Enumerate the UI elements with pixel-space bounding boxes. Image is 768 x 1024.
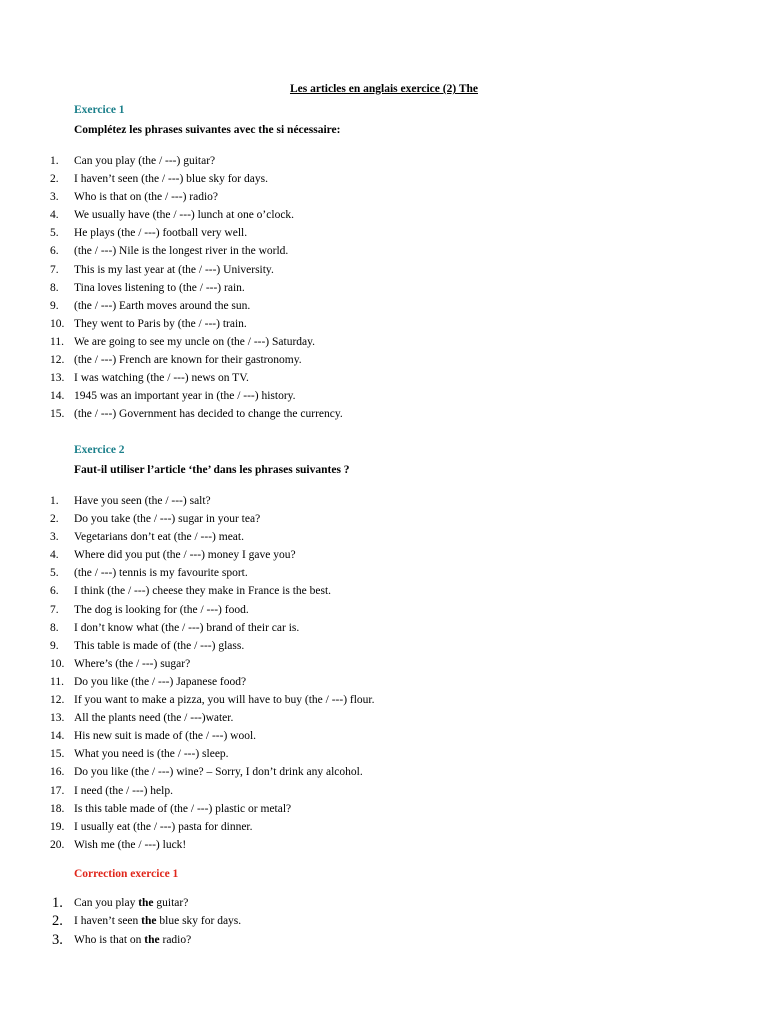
- exercise-1-instruction: Complétez les phrases suivantes avec the si nécessaire:: [74, 124, 341, 136]
- item-text: [74, 931, 191, 949]
- item-text: All the plants need (the / ---)water.: [74, 712, 234, 725]
- item-number: 3.: [50, 191, 59, 204]
- item-number: 14.: [50, 730, 65, 743]
- item-number: 14.: [50, 390, 65, 403]
- item-text: Is this table made of (the / ---) plastic or metal?: [74, 802, 292, 815]
- item-number: 12.: [50, 694, 65, 707]
- item-number: 17.: [50, 784, 65, 797]
- item-text: This is my last year at (the / ---) University.: [74, 263, 274, 276]
- item-text: I was watching (the / ---) news on TV.: [74, 372, 249, 385]
- item-text: Who is that on (the / ---) radio?: [74, 191, 219, 204]
- item-text: His new suit is made of (the / ---) wool.: [74, 730, 257, 743]
- item-number: 5.: [50, 227, 59, 240]
- item-number: 13.: [50, 372, 65, 385]
- exercise-2-instruction: Faut-il utiliser l’article ‘the’ dans les phrases suivantes ?: [74, 464, 350, 476]
- answer-article: the: [144, 933, 160, 946]
- text-before: Can you play: [74, 897, 139, 909]
- item-text: This table is made of (the / ---) glass.: [74, 639, 245, 652]
- answer-article: the: [141, 915, 157, 928]
- item-number: 13.: [50, 712, 65, 725]
- item-text: Wish me (the / ---) luck!: [74, 838, 187, 851]
- item-text: Have you seen (the / ---) salt?: [74, 495, 211, 507]
- exercise-1-heading: Exercice 1: [74, 104, 125, 116]
- item-text: 1945 was an important year in (the / ---) history.: [74, 390, 296, 403]
- item-number: 8.: [50, 281, 59, 294]
- text-after: blue sky for days.: [156, 915, 242, 928]
- item-text: I haven’t seen (the / ---) blue sky for days.: [74, 173, 268, 186]
- item-number: 2.: [50, 513, 59, 526]
- item-number: 11.: [50, 675, 64, 688]
- item-text: I usually eat (the / ---) pasta for dinner.: [74, 820, 253, 833]
- item-number: 20.: [50, 838, 65, 851]
- item-number: 2.: [52, 913, 63, 930]
- item-text: I don’t know what (the / ---) brand of their car is.: [74, 621, 300, 634]
- item-number: 6.: [50, 245, 59, 258]
- item-text: I think (the / ---) cheese they make in France is the best.: [74, 585, 332, 598]
- item-text: (the / ---) tennis is my favourite sport.: [74, 567, 248, 580]
- item-text: Can you play (the / ---) guitar?: [74, 155, 216, 167]
- item-number: 9.: [50, 639, 59, 652]
- item-number: 8.: [50, 621, 59, 634]
- item-number: 19.: [50, 820, 65, 833]
- item-text: [74, 894, 188, 912]
- item-text: Tina loves listening to (the / ---) rain.: [74, 281, 245, 294]
- item-text: (the / ---) Nile is the longest river in the world.: [74, 245, 289, 258]
- item-number: 10.: [50, 317, 65, 330]
- item-text: We are going to see my uncle on (the / ---) Saturday.: [74, 335, 316, 348]
- item-number: 5.: [50, 567, 59, 580]
- item-number: 9.: [50, 299, 59, 312]
- item-number: 7.: [50, 263, 59, 276]
- item-text: (the / ---) Government has decided to change the currency.: [74, 408, 343, 421]
- item-number: 1.: [50, 495, 59, 507]
- item-text: Do you take (the / ---) sugar in your tea?: [74, 513, 261, 526]
- item-text: He plays (the / ---) football very well.: [74, 227, 248, 240]
- item-number: 16.: [50, 766, 65, 779]
- item-number: 11.: [50, 335, 64, 348]
- item-number: 4.: [50, 209, 59, 222]
- answer-article: the: [138, 897, 154, 909]
- item-number: 4.: [50, 549, 59, 562]
- text-after: radio?: [159, 933, 192, 946]
- item-number: 10.: [50, 657, 65, 670]
- item-text: They went to Paris by (the / ---) train.: [74, 317, 247, 330]
- item-number: 15.: [50, 748, 65, 761]
- item-number: 18.: [50, 802, 65, 815]
- item-text: We usually have (the / ---) lunch at one o’clock.: [74, 209, 295, 222]
- item-text: Where’s (the / ---) sugar?: [74, 657, 191, 670]
- item-text: Do you like (the / ---) wine? – Sorry, I don’t drink any alcohol.: [74, 766, 363, 779]
- item-number: 7.: [50, 603, 59, 616]
- item-text: Where did you put (the / ---) money I gave you?: [74, 549, 296, 562]
- item-text: [74, 912, 241, 930]
- item-number: 3.: [52, 931, 63, 948]
- exercise-2-heading: Exercice 2: [74, 444, 125, 456]
- item-number: 2.: [50, 173, 59, 186]
- item-text: If you want to make a pizza, you will have to buy (the / ---) flour.: [74, 694, 375, 707]
- item-text: The dog is looking for (the / ---) food.: [74, 603, 249, 616]
- text-before: Who is that on: [74, 933, 145, 946]
- item-text: Do you like (the / ---) Japanese food?: [74, 675, 247, 688]
- text-after: guitar?: [153, 897, 189, 909]
- item-number: 6.: [50, 585, 59, 598]
- item-number: 3.: [50, 531, 59, 544]
- item-text: What you need is (the / ---) sleep.: [74, 748, 229, 761]
- item-text: (the / ---) Earth moves around the sun.: [74, 299, 251, 312]
- item-text: I need (the / ---) help.: [74, 784, 173, 797]
- item-number: 1.: [52, 895, 63, 911]
- item-text: (the / ---) French are known for their gastronomy.: [74, 354, 302, 367]
- item-number: 1.: [50, 155, 59, 167]
- item-number: 12.: [50, 354, 65, 367]
- item-text: Vegetarians don’t eat (the / ---) meat.: [74, 531, 244, 544]
- page-title: Les articles en anglais exercice (2) The: [289, 83, 478, 95]
- item-number: 15.: [50, 408, 65, 421]
- text-before: I haven’t seen: [74, 915, 142, 928]
- correction-1-heading: Correction exercice 1: [74, 868, 179, 880]
